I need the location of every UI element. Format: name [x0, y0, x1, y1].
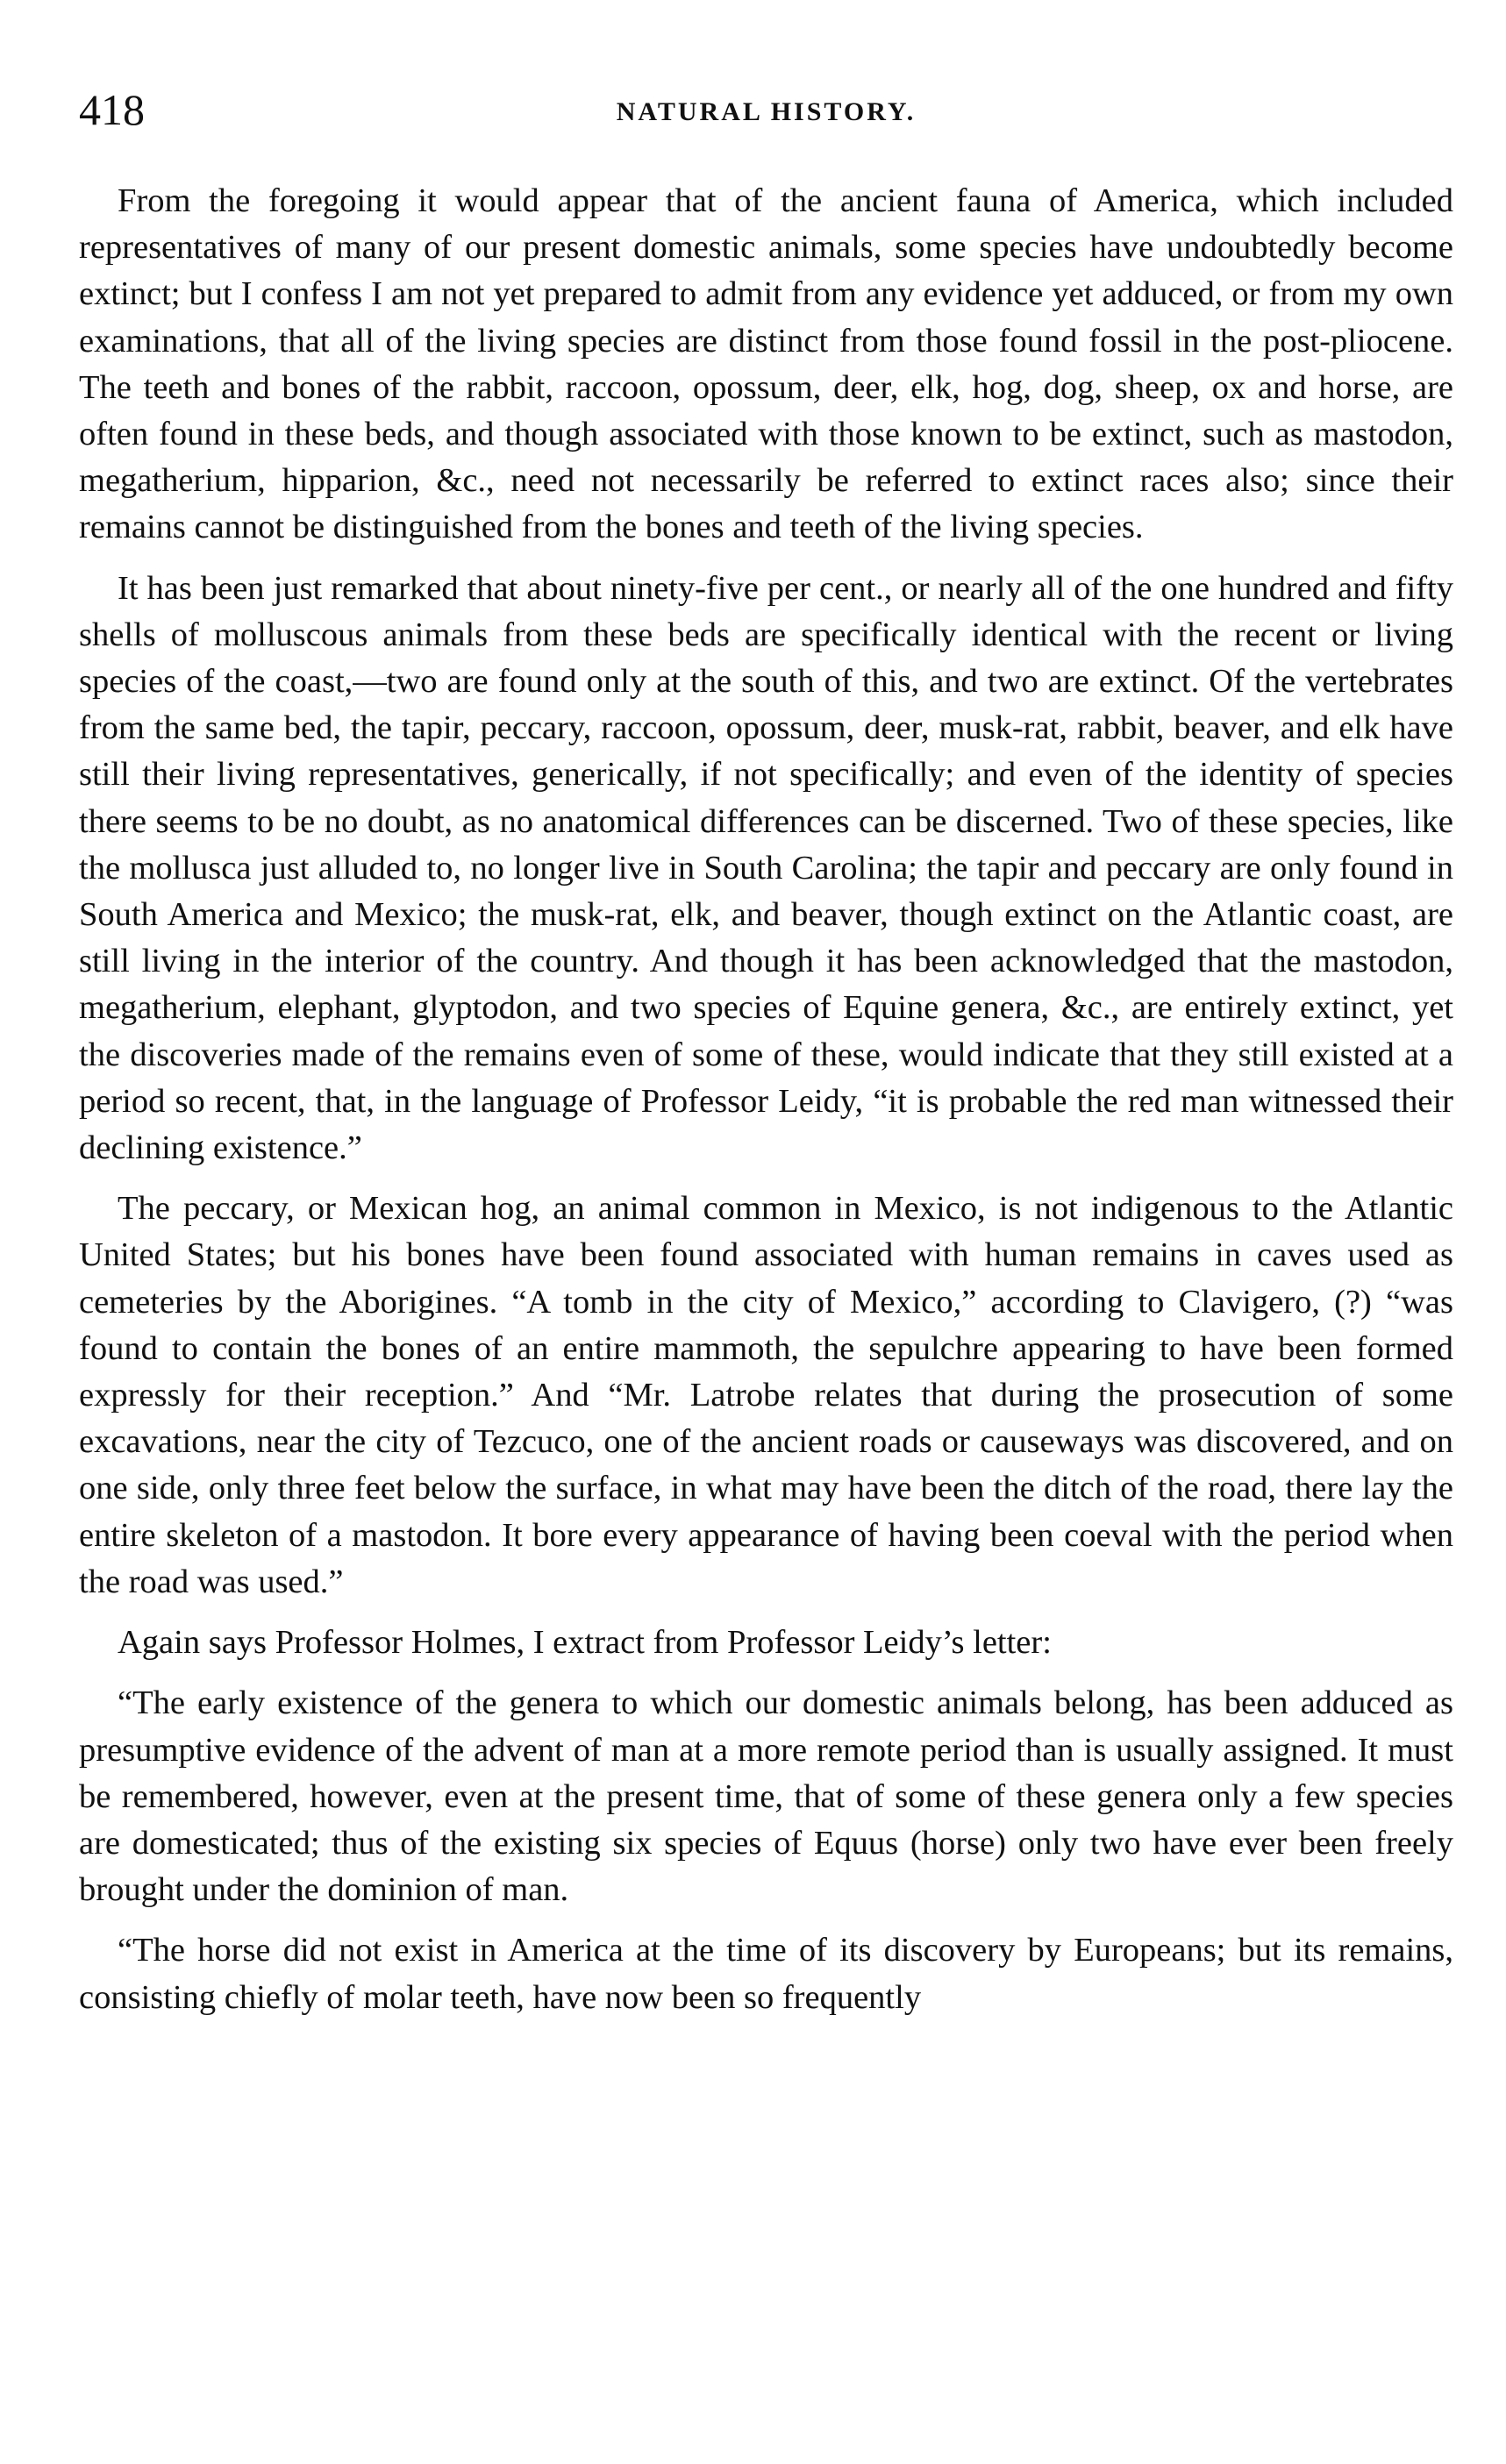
running-title: NATURAL HISTORY.	[616, 97, 917, 126]
paragraph: The peccary, or Mexican hog, an animal common in Mexico, is not indigenous to the Atlantic United States; but his bones have been found associated with human remains in caves used as cemeteries by the Aborigines. “A tomb in the city of Mexico,” according to Clavigero, (?) “was found to contain the bones of an entire mammoth, the sepulchre appearing to have been formed expressly for their reception.” And “Mr. Latrobe relates that during the prosecution of some excavations, near the city of Tezcuco, one of the ancient roads or causeways was discovered, and on one side, only three feet below the surface, in what may have been the ditch of the road, there lay the entire skeleton of a mastodon. It bore every appearance of having been coeval with the period when the road was used.”	[79, 1190, 1453, 1600]
paragraph: Again says Professor Holmes, I extract from Professor Leidy’s letter:	[118, 1624, 1052, 1662]
paragraph: “The early existence of the genera to which our domestic animals belong, has been adduced as presumptive evidence of the advent of man at a more remote period than is usually assigned. It must be remembered, however, even at the present time, that of some of these genera only a few species are domesticated; thus of the existing six species of Equus (horse) only two have ever been freely brought under the dominion of man.	[79, 1684, 1453, 1909]
paragraph: It has been just remarked that about ninety-five per cent., or nearly all of the one hundred and fifty shells of molluscous animals from these beds are specifically identical with the recent or living species of the coast,—two are found only at the south of this, and two are extinct. Of the vertebrates from the same bed, the tapir, peccary, raccoon, opossum, deer, musk-rat, rabbit, beaver, and elk have still their living representatives, generically, if not specifically; and even of the identity of species there seems to be no doubt, as no anatomical differences can be discerned. Two of these species, like the mollusca just alluded to, no longer live in South Carolina; the tapir and peccary are only found in South America and Mexico; the musk-rat, elk, and beaver, though extinct on the Atlantic coast, are still living in the interior of the country. And though it has been acknowledged that the mastodon, megatherium, elephant, glyptodon, and two species of Equine genera, &c., are entirely extinct, yet the discoveries made of the remains even of some of these, would indicate that they still existed at a period so recent, that, in the language of Professor Leidy, “it is probable the red man witnessed their declining existence.”	[79, 569, 1453, 1167]
paragraph: From the foregoing it would appear that of the ancient fauna of America, which included representatives of many of our present domestic animals, some species have undoubtedly become extinct; but I confess I am not yet prepared to admit from any evidence yet adduced, or from my own examinations, that all of the living species are distinct from those found fossil in the post-pliocene. The teeth and bones of the rabbit, raccoon, opossum, deer, elk, hog, dog, sheep, ox and horse, are often found in these beds, and though associated with those known to be extinct, such as mastodon, megatherium, hipparion, &c., need not necessarily be referred to extinct races also; since their remains cannot be distinguished from the bones and teeth of the living species.	[79, 182, 1453, 546]
paragraph: “The horse did not exist in America at the time of its discovery by Europeans; but its remains, consisting chiefly of molar teeth, have now been so frequently	[79, 1932, 1453, 2016]
body-text	[79, 178, 1453, 2021]
page-number: 418	[79, 85, 145, 134]
running-head	[79, 83, 1453, 136]
